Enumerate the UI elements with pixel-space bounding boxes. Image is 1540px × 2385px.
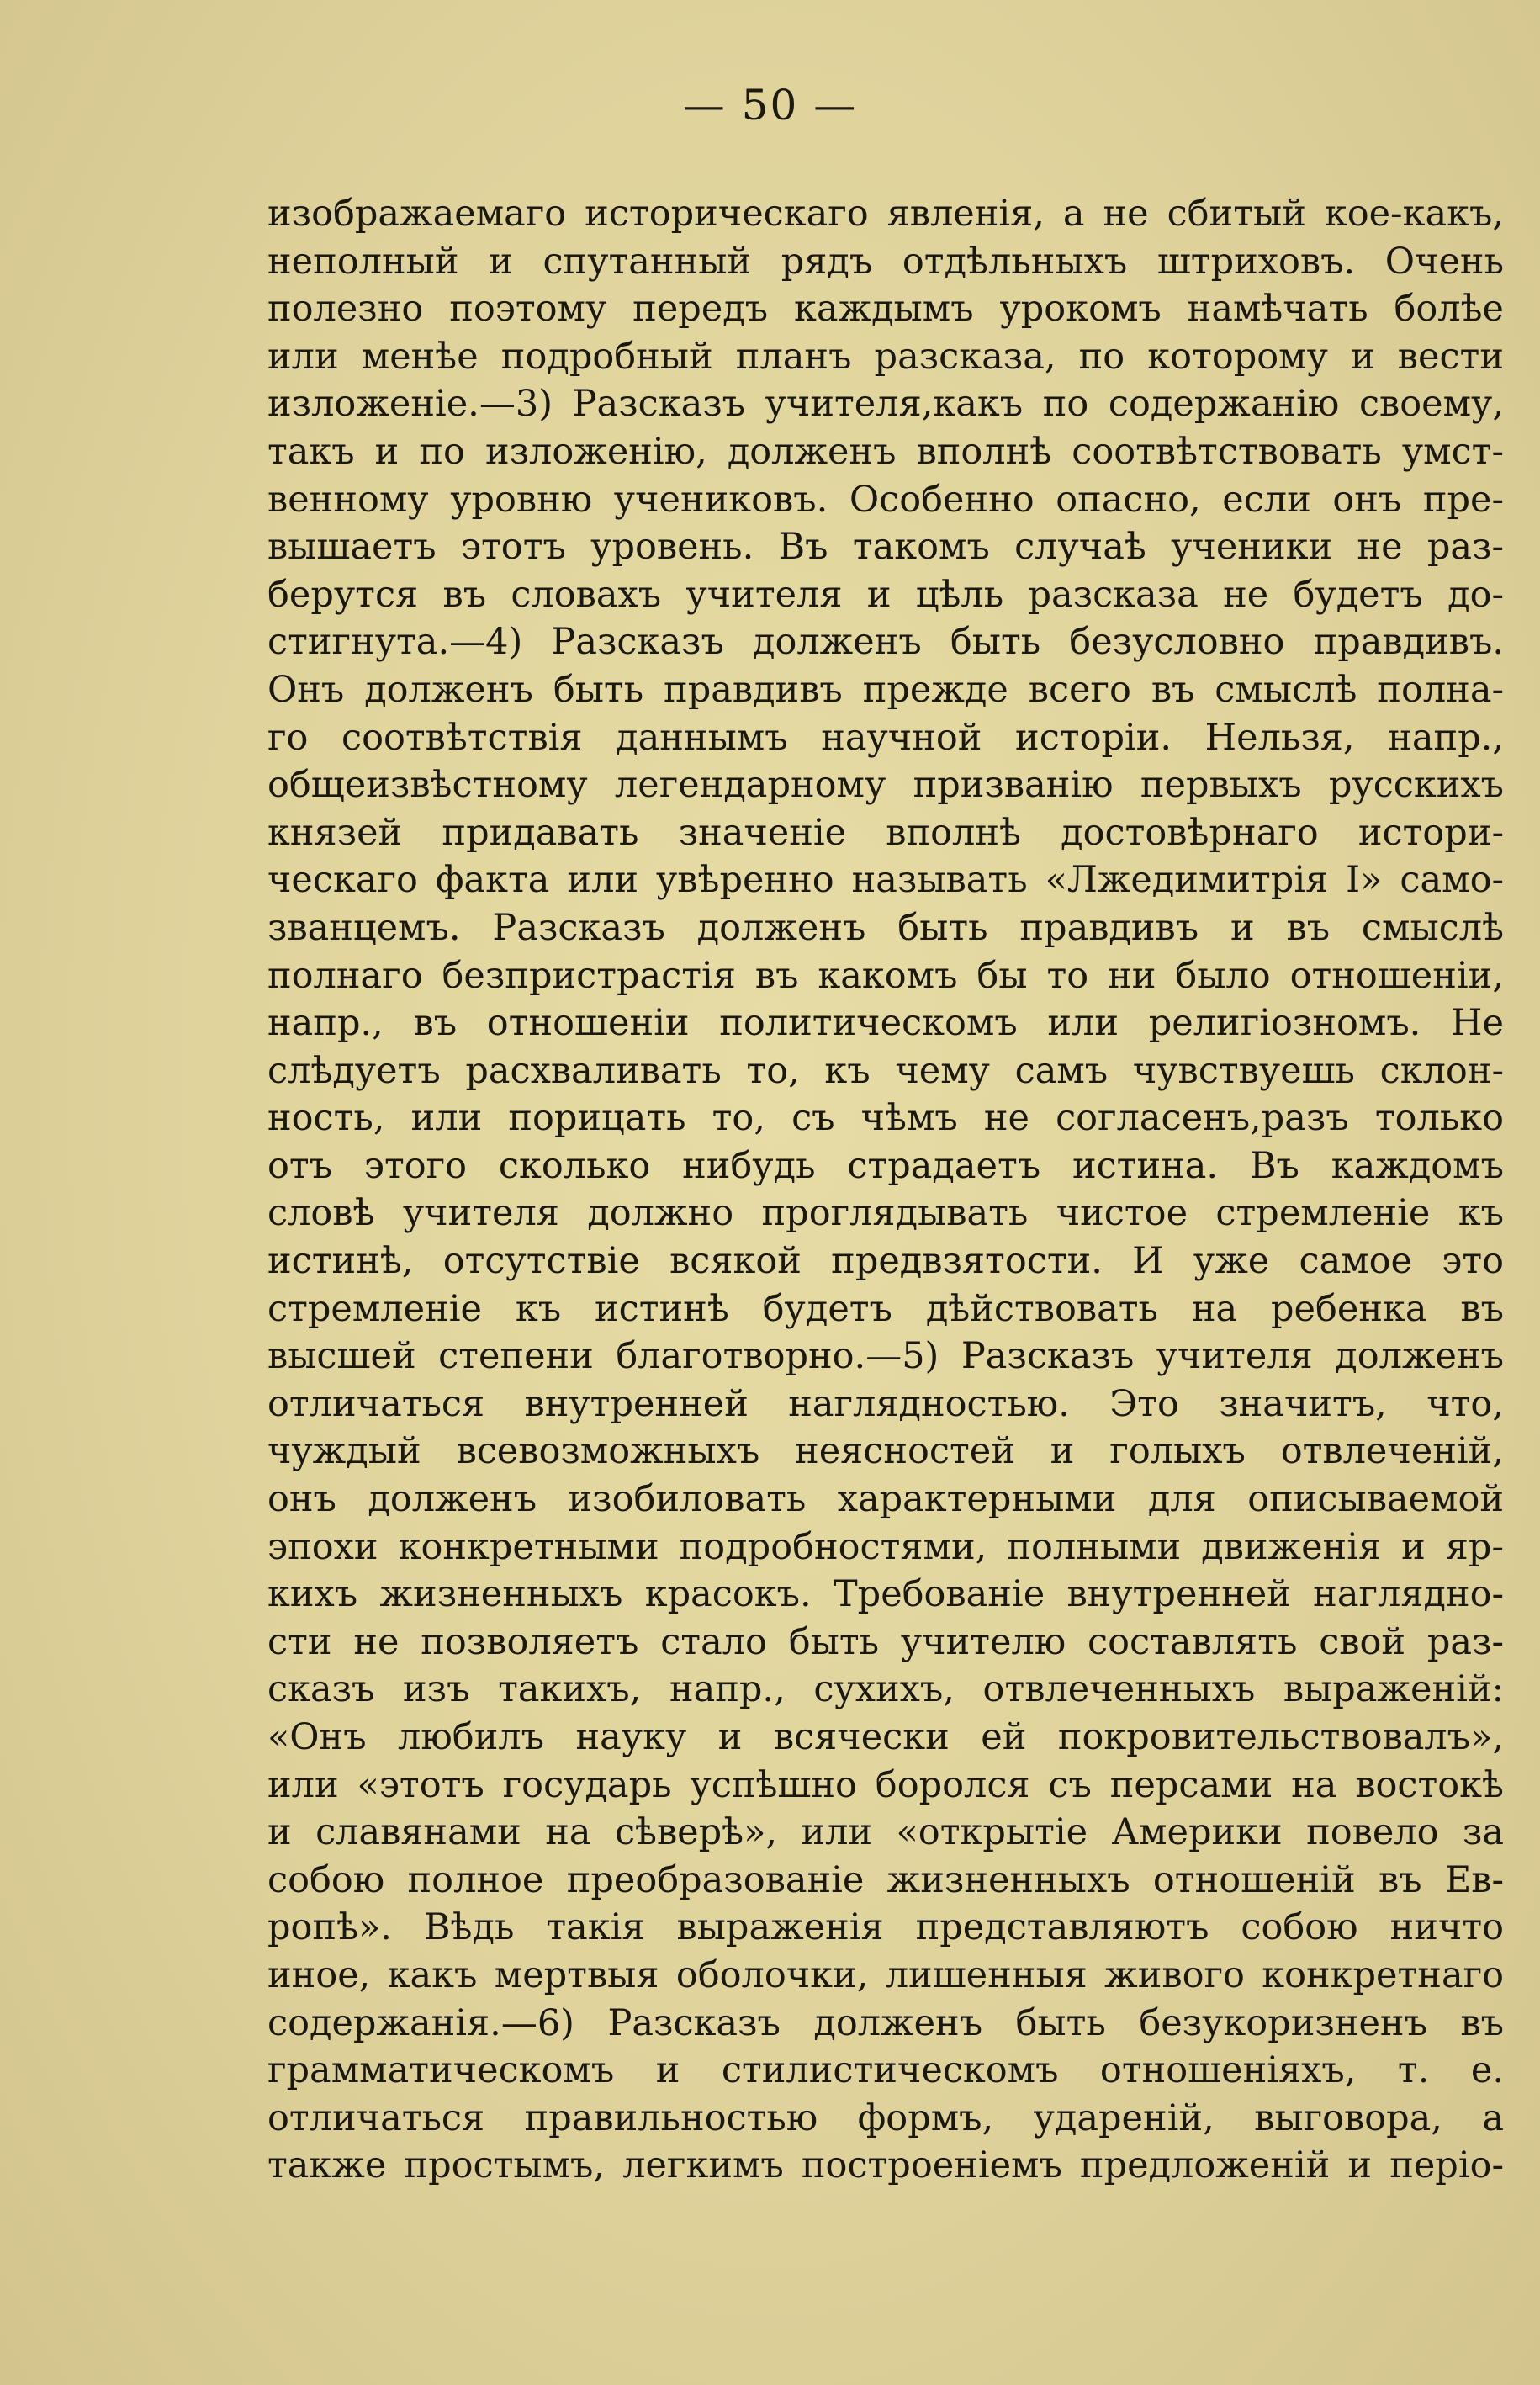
text-line: отличаться внутренней наглядностью. Это значитъ, что, <box>267 1382 1504 1425</box>
text-line: высшей степени благотворно.—5) Разсказъ учителя долженъ <box>267 1335 1504 1378</box>
text-line: чуждый всевозможныхъ неясностей и голыхъ отвлеченій, <box>267 1430 1504 1473</box>
text-line: также простымъ, легкимъ построеніемъ предложеній и періо- <box>267 2144 1504 2187</box>
text-line: собою полное преобразованіе жизненныхъ отношеній въ Ев- <box>267 1858 1504 1901</box>
text-line: отличаться правильностью формъ, удареній, выговора, а <box>267 2096 1504 2139</box>
text-line: князей придавать значеніе вполнѣ достовѣрнаго истори- <box>267 811 1504 854</box>
page-number: — 50 — <box>682 81 858 130</box>
text-line: ропѣ». Вѣдь такія выраженія представляютъ собою ничто <box>267 1906 1504 1949</box>
text-line: полнаго безпристрастія въ какомъ бы то ни было отношеніи, <box>267 954 1504 997</box>
text-line: вышаетъ этотъ уровень. Въ такомъ случаѣ ученики не раз- <box>267 526 1504 569</box>
text-line: стремленіе къ истинѣ будетъ дѣйствовать на ребенка въ <box>267 1287 1504 1330</box>
text-line: общеизвѣстному легендарному призванію первыхъ русскихъ <box>267 764 1504 807</box>
body-text <box>267 190 1504 2190</box>
text-line: отъ этого сколько нибудь страдаетъ истина. Въ каждомъ <box>267 1144 1504 1187</box>
text-line: словѣ учителя должно проглядывать чистое стремленіе къ <box>267 1192 1504 1235</box>
text-line: изложеніе.—3) Разсказъ учителя,какъ по содержанію своему, <box>267 383 1504 426</box>
text-line: или «этотъ государь успѣшно боролся съ персами на востокѣ <box>267 1763 1504 1806</box>
text-line: эпохи конкретными подробностями, полными движенія и яр- <box>267 1525 1504 1568</box>
text-line: ческаго факта или увѣренно называть «Лжедимитрія І» само- <box>267 859 1504 902</box>
text-line: такъ и по изложенію, долженъ вполнѣ соотвѣтствовать умст- <box>267 430 1504 473</box>
text-line: слѣдуетъ расхваливать то, къ чему самъ чувствуешь склон- <box>267 1049 1504 1092</box>
text-line: полезно поэтому передъ каждымъ урокомъ намѣчать болѣе <box>267 288 1504 331</box>
text-line: го соотвѣтствія даннымъ научной исторіи. Нельзя, напр., <box>267 716 1504 759</box>
text-line: изображаемаго историческаго явленія, а не сбитый кое-какъ, <box>267 193 1504 235</box>
text-line: берутся въ словахъ учителя и цѣль разсказа не будетъ до- <box>267 573 1504 616</box>
text-line: неполный и спутанный рядъ отдѣльныхъ штриховъ. Очень <box>267 240 1504 283</box>
text-line: грамматическомъ и стилистическомъ отношеніяхъ, т. е. <box>267 2049 1504 2092</box>
text-line: напр., въ отношеніи политическомъ или религіозномъ. Не <box>267 1002 1504 1045</box>
text-line: ность, или порицать то, съ чѣмъ не согласенъ,разъ только <box>267 1097 1504 1140</box>
text-line: и славянами на сѣверѣ», или «открытіе Америки повело за <box>267 1811 1504 1854</box>
text-line: истинѣ, отсутствіе всякой предвзятости. И уже самое это <box>267 1240 1504 1283</box>
text-line: венному уровню учениковъ. Особенно опасно, если онъ пре- <box>267 478 1504 521</box>
text-line: Онъ долженъ быть правдивъ прежде всего въ смыслѣ полна- <box>267 668 1504 711</box>
text-line: сказъ изъ такихъ, напр., сухихъ, отвлеченныхъ выраженій: <box>267 1668 1504 1711</box>
text-line: «Онъ любилъ науку и всячески ей покровительствовалъ», <box>267 1716 1504 1758</box>
text-line: онъ долженъ изобиловать характерными для описываемой <box>267 1478 1504 1521</box>
text-line: званцемъ. Разсказъ долженъ быть правдивъ и въ смыслѣ <box>267 906 1504 949</box>
text-line: сти не позволяетъ стало быть учителю составлять свой раз- <box>267 1620 1504 1663</box>
text-line: или менѣе подробный планъ разсказа, по которому и вести <box>267 335 1504 378</box>
text-line: стигнута.—4) Разсказъ долженъ быть безусловно правдивъ. <box>267 621 1504 664</box>
text-line: содержанія.—6) Разсказъ долженъ быть безукоризненъ въ <box>267 2001 1504 2044</box>
text-line: иное, какъ мертвыя оболочки, лишенныя живого конкретнаго <box>267 1953 1504 1996</box>
text-line: кихъ жизненныхъ красокъ. Требованіе внутренней наглядно- <box>267 1573 1504 1616</box>
